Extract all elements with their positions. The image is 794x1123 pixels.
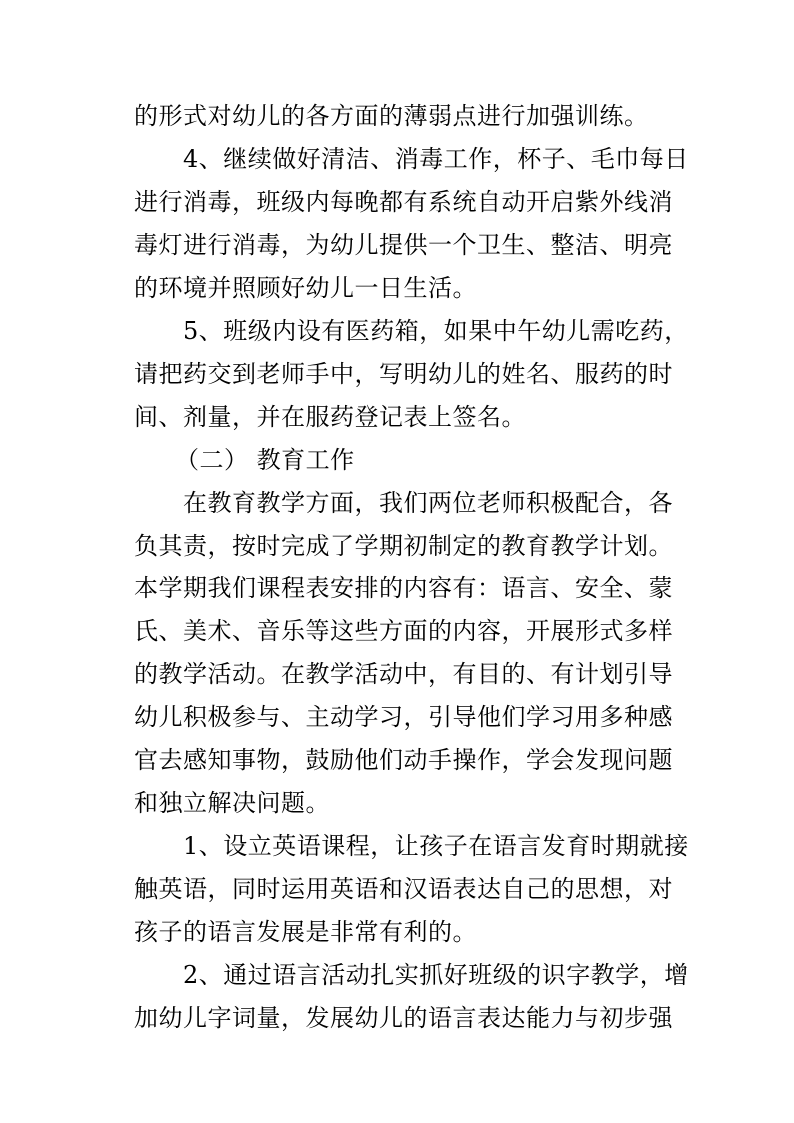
text-line: 间、剂量，并在服药登记表上签名。 — [134, 403, 526, 431]
text-line: 1、设立英语课程，让孩子在语言发育时期就接 — [183, 832, 689, 860]
text-line: 5、班级内设有医药箱，如果中午幼儿需吃药， — [183, 317, 689, 345]
text-line: 氏、美术、音乐等这些方面的内容，开展形式多样 — [134, 617, 673, 645]
text-line: 毒灯进行消毒，为幼儿提供一个卫生、整洁、明亮 — [134, 231, 673, 259]
text-line: 本学期我们课程表安排的内容有：语言、安全、蒙 — [134, 574, 673, 602]
text-line: 4、继续做好清洁、消毒工作，杯子、毛巾每日 — [183, 145, 689, 173]
section-heading: （二） 教育工作 — [175, 446, 355, 474]
text-line: 触英语，同时运用英语和汉语表达自己的思想，对 — [134, 875, 673, 903]
text-line: 加幼儿字词量，发展幼儿的语言表达能力与初步强 — [134, 1004, 673, 1032]
text-line: 的形式对幼儿的各方面的薄弱点进行加强训练。 — [134, 102, 649, 130]
text-line: 的教学活动。在教学活动中，有目的、有计划引导 — [134, 660, 673, 688]
text-line: 的环境并照顾好幼儿一日生活。 — [134, 274, 477, 302]
text-line: 幼儿积极参与、主动学习，引导他们学习用多种感 — [134, 703, 673, 731]
text-line: 在教育教学方面，我们两位老师积极配合，各 — [183, 489, 673, 517]
text-line: 和独立解决问题。 — [134, 789, 330, 817]
text-line: 官去感知事物，鼓励他们动手操作，学会发现问题 — [134, 746, 673, 774]
text-line: 请把药交到老师手中，写明幼儿的姓名、服药的时 — [134, 360, 673, 388]
text-line: 负其责，按时完成了学期初制定的教育教学计划。 — [134, 532, 673, 560]
text-line: 2、通过语言活动扎实抓好班级的识字教学，增 — [183, 961, 689, 989]
text-line: 孩子的语言发展是非常有利的。 — [134, 918, 477, 946]
text-line: 进行消毒，班级内每晚都有系统自动开启紫外线消 — [134, 188, 673, 216]
